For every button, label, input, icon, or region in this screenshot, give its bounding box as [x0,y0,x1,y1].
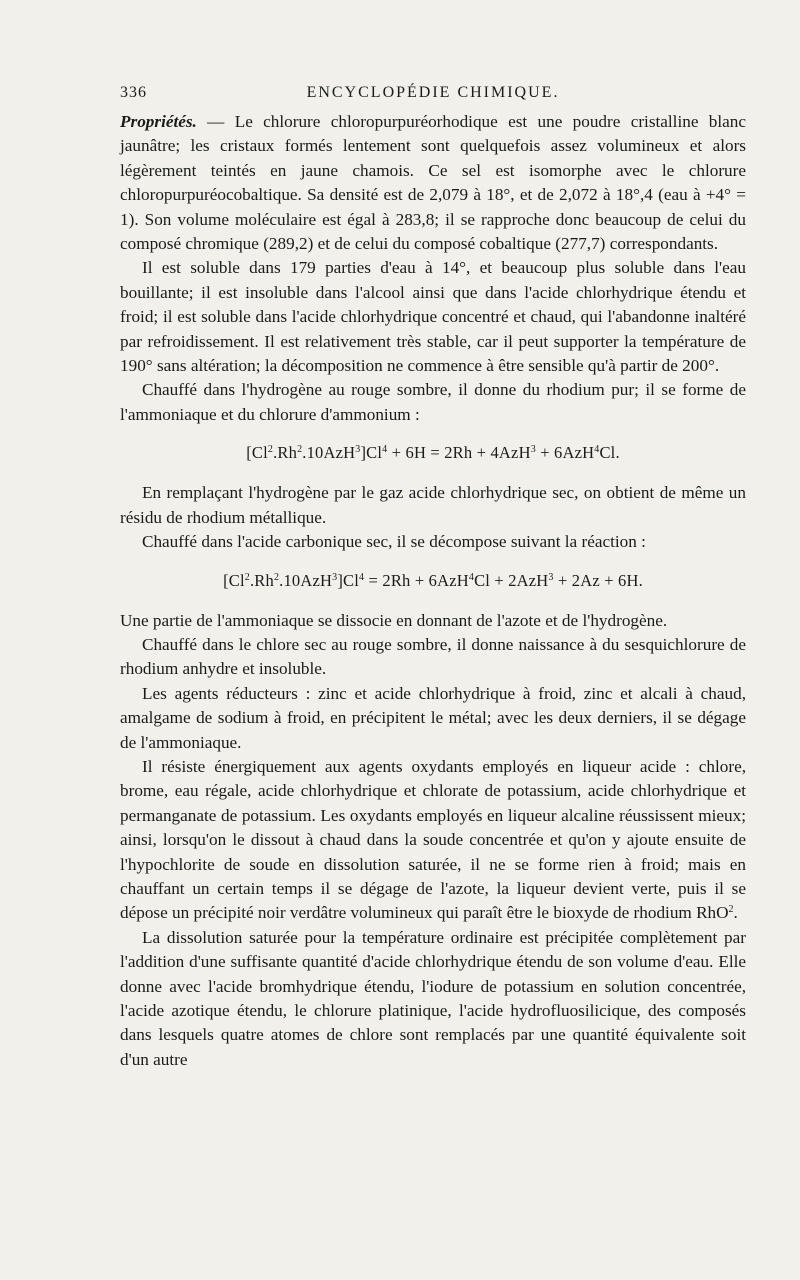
paragraph-solubility: Il est soluble dans 179 parties d'eau à 14°, et beaucoup plus soluble dans l'eau bouillante; il est insoluble dans l'alcool ainsi que dans l'acide chlorhydrique étendu et froid; il est soluble dans l'acide chlorhydrique concentré et chaud, qui l'abandonne inaltéré par refroidissement. Il est relativement très stable, car il peut supporter la température de 190° sans altération; la décomposition ne commence à être sensible qu'à partir de 200°. [120,258,746,376]
paragraph-reducing-agents: Les agents réducteurs : zinc et acide chlorhydrique à froid, zinc et alcali à chaud, amalgame de sodium à froid, en précipitent le métal; avec les deux derniers, il se dégage de l'ammoniaque. [120,683,746,752]
paragraph-carbonic: Chauffé dans l'acide carbonique sec, il se décompose suivant la réaction : [142,532,646,552]
paragraph-hcl-gas: En remplaçant l'hydrogène par le gaz acide chlorhydrique sec, on obtient de même un résidu de rhodium métallique. [120,483,746,527]
page-header [120,78,746,110]
page-number: 336 [120,84,147,101]
paragraph-oxidizing-agents: Il résiste énergiquement aux agents oxydants employés en liqueur acide : chlore, brome, eau régale, acide chlorhydrique et chlorate de potassium, acide chlorhydrique et permanganate de potassium. Les oxydants employés en liqueur alcaline réussissent mieux; ainsi, lorsqu'on le dissout à chaud dans la soude concentrée et qu'on y ajoute ensuite de l'hypochlorite de soude en dissolution saturée, il ne se forme rien à froid; mais en chauffant un certain temps il se dégage de l'azote, la liqueur devient verte, puis il se dépose un précipité noir verdâtre volumineux qui paraît être le bioxyde de rhodium RhO$^2$. [120,756,746,923]
paragraph-saturated-solution: La dissolution saturée pour la température ordinaire est précipitée complètement par l'addition d'une suffisante quantité d'acide chlorhydrique étendu de son volume d'eau. Elle donne avec l'acide bromhydrique étendu, l'iodure de potassium en solution concentrée, l'acide azotique étendu, le chlorure platinique, l'acide hydrofluosilicique, des composés dans lesquels quatre atomes de chlore sont remplacés par une quantité équivalente soit d'un autre [120,927,746,1069]
formula-carbonic-reaction: $[Cl^2.Rh^2.10AzH^3]Cl^4 = 2Rh + 6AzH^4Cl + 2AzH^3 + 2Az + 6H$. [223,570,643,590]
running-title: ENCYCLOPÉDIE CHIMIQUE. [306,84,560,101]
paragraph-hydrogen: Chauffé dans l'hydrogène au rouge sombre, il donne du rhodium pur; il se forme de l'ammoniaque et du chlorure d'ammonium : [120,380,746,424]
section-lead: Propriétés. [120,112,197,131]
paragraph-properties [120,110,746,256]
paragraph-chlorine: Chauffé dans le chlore sec au rouge sombre, il donne naissance à du sesquichlorure de rhodium anhydre et insoluble. [120,634,746,679]
paragraph-ammonia-dissociation: Une partie de l'ammoniaque se dissocie en donnant de l'azote et de l'hydrogène. [120,610,668,630]
formula-hydrogen-reaction: $[Cl^2.Rh^2.10AzH^3]Cl^4 + 6H = 2Rh + 4AzH^3 + 6AzH^4Cl$. [246,443,620,463]
body-text [120,110,746,1072]
paragraph-text: — Le chlorure chloropurpuréorhodique est une poudre cristalline blanc jaunâtre; les cristaux formés lentement sont quelquefois assez volumineux et alors légèrement teintés en jaune chamois. Ce sel est isomorphe avec le chlorure chloropurpuréocobaltique. Sa densité est de 2,079 à 18°, et de 2,072 à 18°,4 (eau à +4° = 1). Son volume moléculaire est égal à 283,8; il se rapproche donc beaucoup de celui du composé chromique (289,2) et de celui du composé cobaltique (277,7) correspondants. [120,112,746,254]
